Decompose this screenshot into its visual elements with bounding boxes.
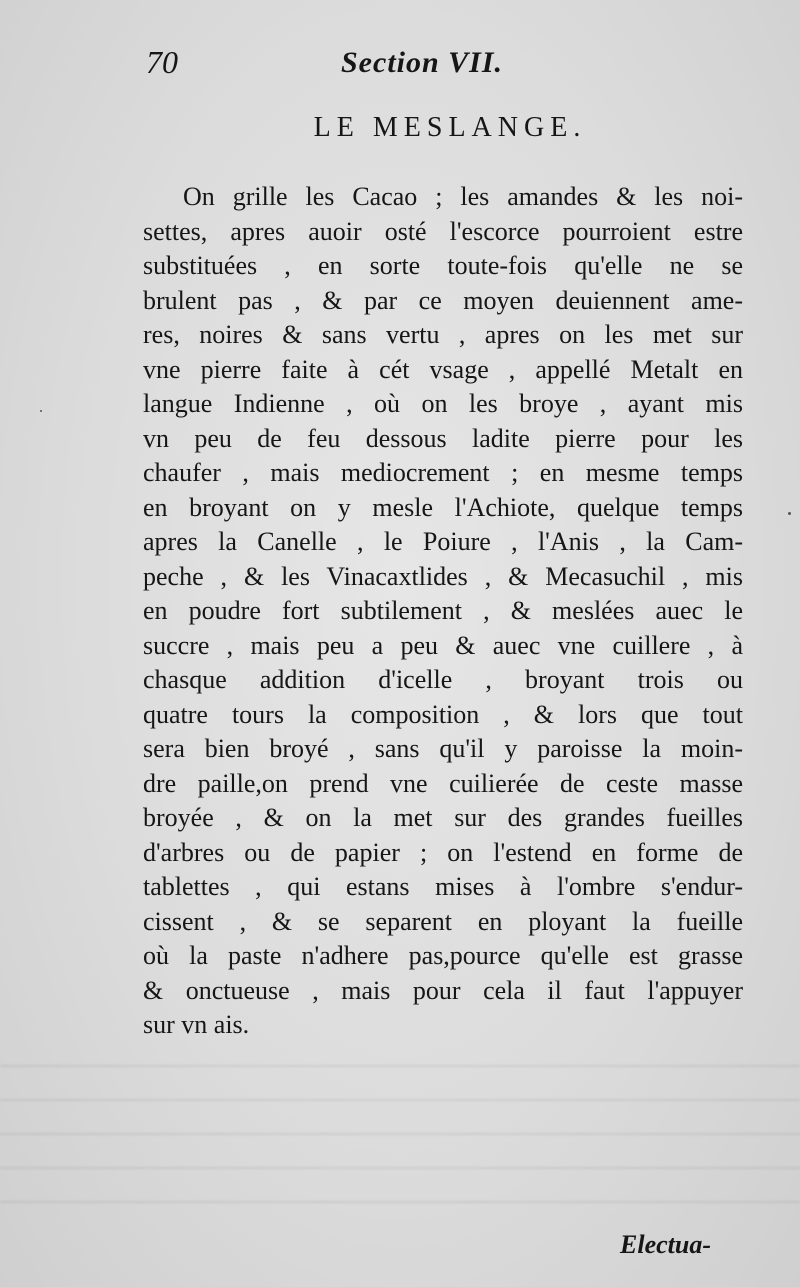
show-through-text — [0, 1045, 800, 1205]
text-line: chaufer , mais mediocrement ; en mesme temps — [143, 458, 743, 487]
text-line: quatre tours la composition , & lors que tout — [143, 699, 743, 729]
text-line: cissent , & se separent en ployant la fueille — [143, 906, 743, 936]
page-header — [146, 44, 746, 84]
ink-speck — [788, 512, 791, 515]
text-line: substituées , en sorte toute-fois qu'elle ne se — [143, 251, 743, 280]
body-text — [143, 180, 743, 1043]
text-line: chasque addition d'icelle , broyant trois ou — [143, 665, 743, 694]
text-line: brulent pas , & par ce moyen deuiennent ame- — [143, 285, 743, 315]
ink-speck — [40, 410, 42, 412]
text-line: On grille les Cacao ; les amandes & les noi- — [183, 182, 743, 211]
text-line: où la paste n'adhere pas,pource qu'elle est grasse — [143, 941, 743, 970]
text-line: vne pierre faite à cét vsage , appellé Metalt en — [143, 354, 743, 384]
text-line: succre , mais peu a peu & auec vne cuillere , à — [143, 630, 743, 660]
text-line: en broyant on y mesle l'Achiote, quelque temps — [143, 492, 743, 522]
page-number: 70 — [146, 44, 178, 80]
text-line: peche , & les Vinacaxtlides , & Mecasuchil , mis — [143, 561, 743, 591]
text-line: vn peu de feu dessous ladite pierre pour les — [143, 423, 743, 453]
text-line: settes, apres auoir osté l'escorce pourroient estre — [143, 216, 743, 246]
text-line: sera bien broyé , sans qu'il y paroisse la moin- — [143, 734, 743, 763]
text-line: langue Indienne , où on les broye , ayant mis — [143, 389, 743, 418]
text-line: broyée , & on la met sur des grandes fueilles — [143, 803, 743, 832]
running-head: Section VII. — [341, 46, 504, 79]
text-line: tablettes , qui estans mises à l'ombre s'endur- — [143, 872, 743, 901]
text-line: dre paille,on prend vne cuilierée de ceste masse — [143, 768, 743, 798]
text-line: & onctueuse , mais pour cela il faut l'appuyer — [143, 975, 743, 1005]
text-line: apres la Canelle , le Poiure , l'Anis , la Cam- — [143, 527, 743, 556]
text-line: d'arbres ou de papier ; on l'estend en forme de — [143, 837, 743, 867]
text-line: res, noires & sans vertu , apres on les met sur — [143, 320, 743, 349]
chapter-title: LE MESLANGE. — [313, 112, 587, 143]
text-line: sur vn ais. — [143, 1010, 250, 1039]
text-line: en poudre fort subtilement , & meslées auec le — [143, 596, 743, 625]
catchword: Electua- — [620, 1230, 711, 1259]
